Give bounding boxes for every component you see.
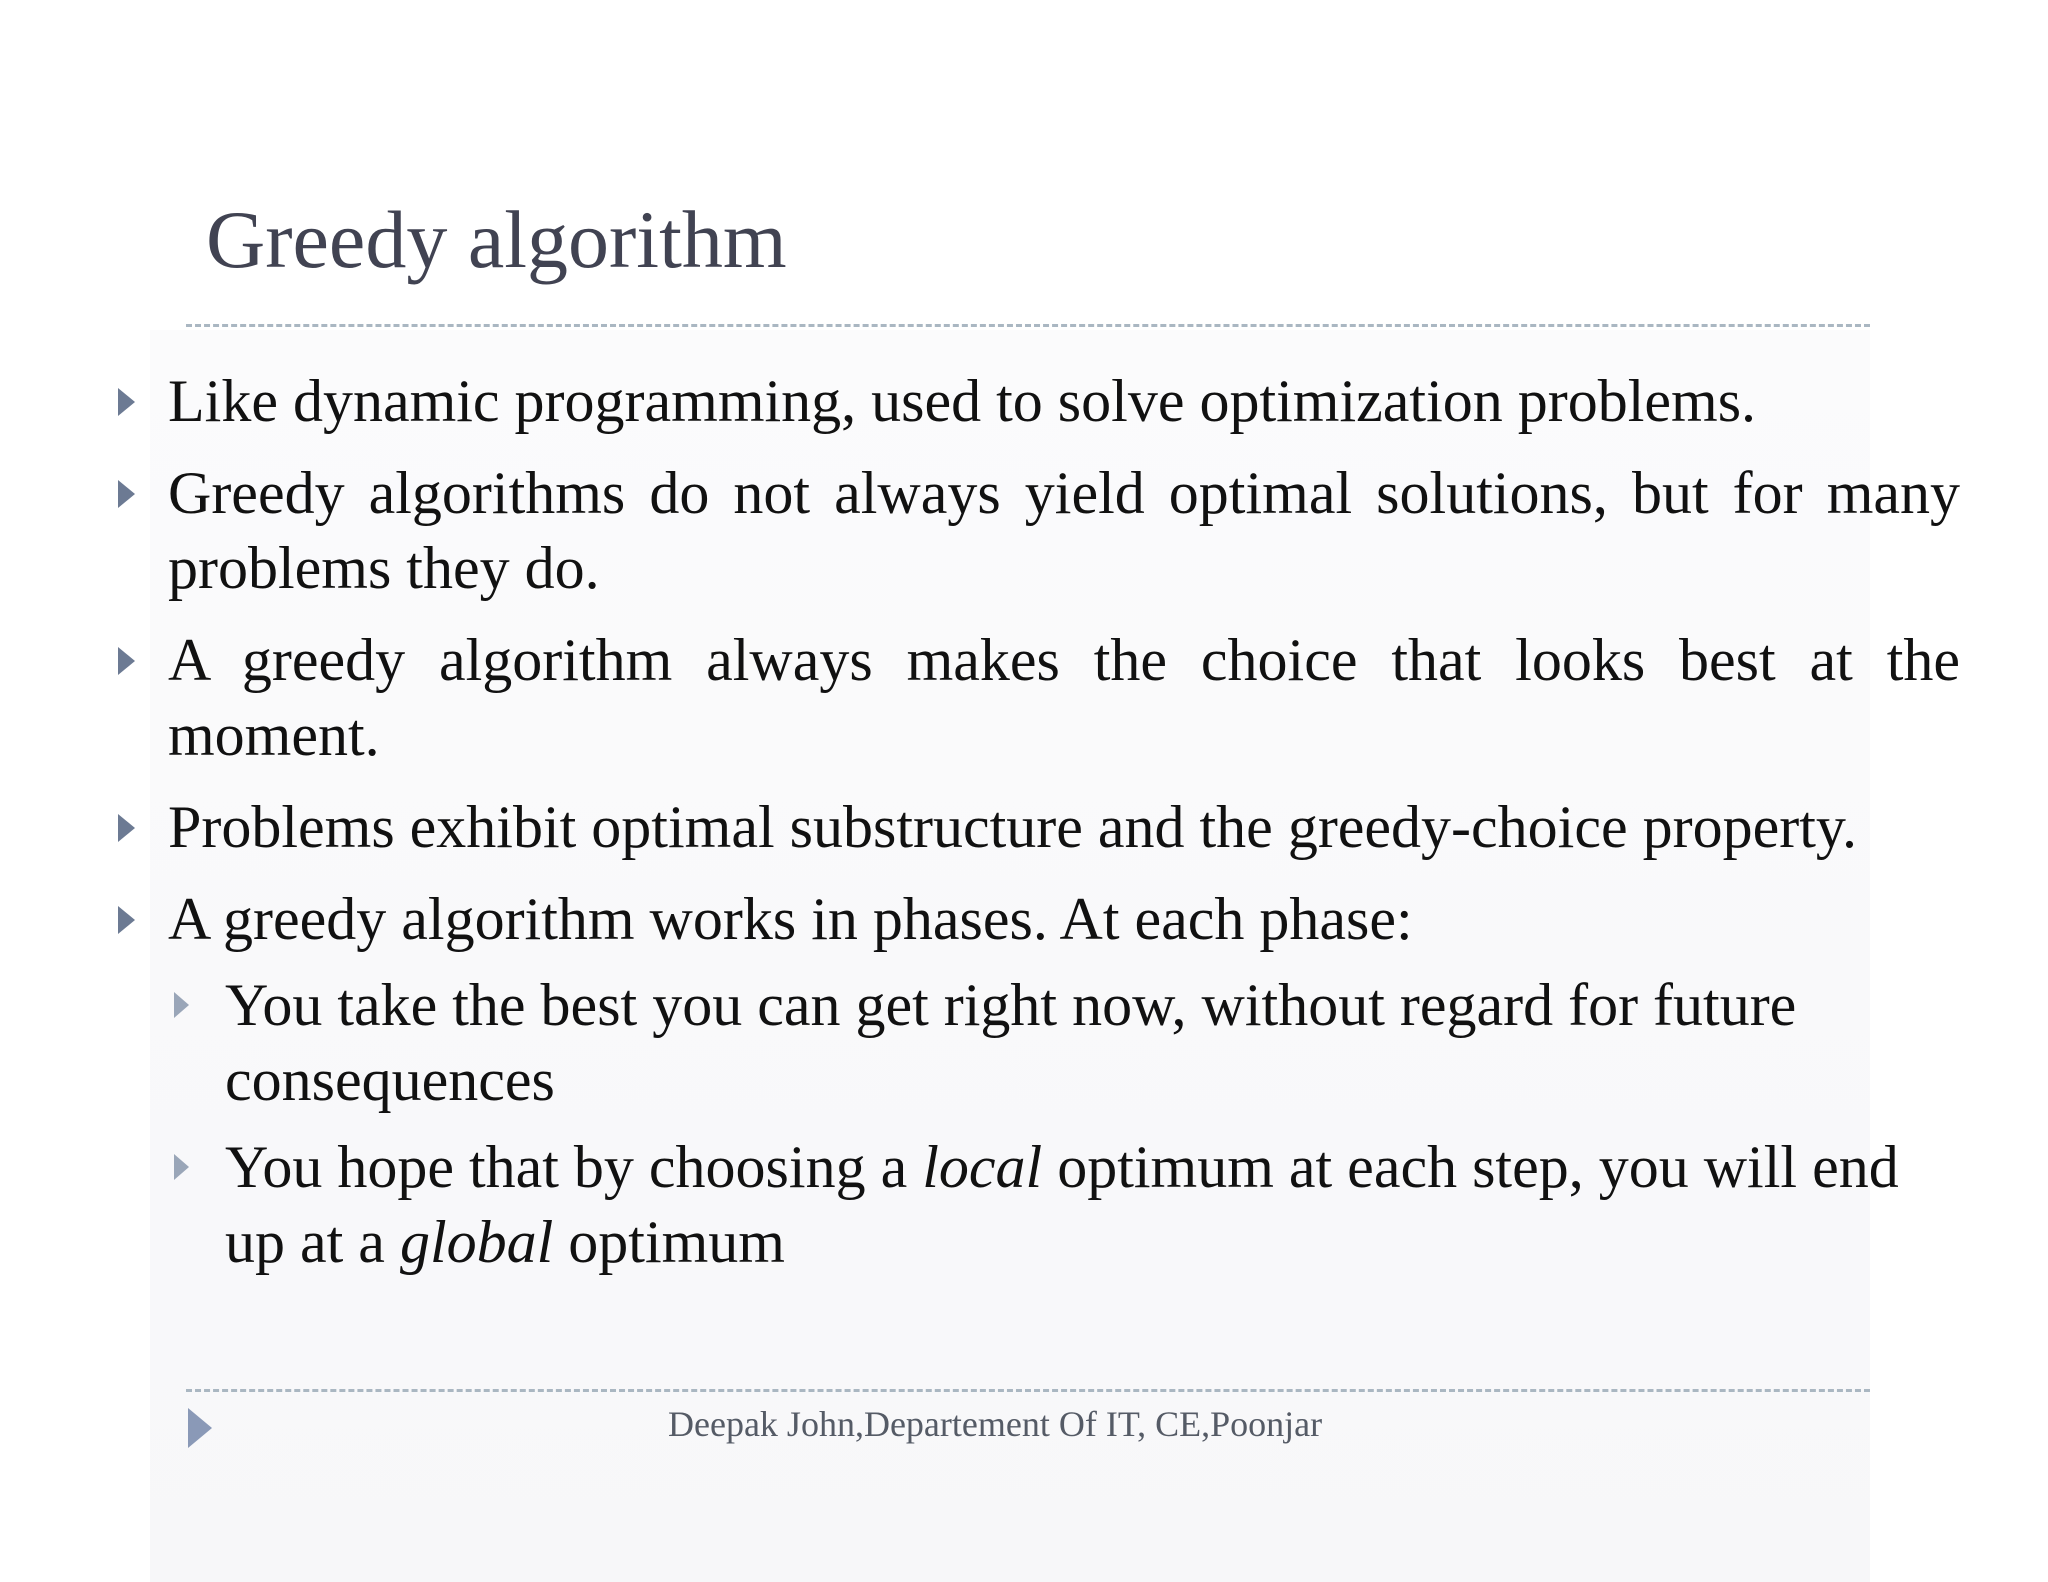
bullet-item xyxy=(114,623,1960,773)
bullet-text: Like dynamic programming, used to solve optimization problems. xyxy=(168,368,1757,434)
bullet-triangle-icon xyxy=(118,814,135,842)
bullet-text: Problems exhibit optimal substructure and the greedy-choice property. xyxy=(168,794,1857,860)
sub-bullet-list xyxy=(114,956,1972,1280)
bullet-text: A greedy algorithm always makes the choice that looks best at the moment. xyxy=(168,627,1960,768)
bullet-item xyxy=(114,456,1960,606)
bullet-triangle-icon xyxy=(118,906,135,934)
emphasis-local: local xyxy=(922,1134,1043,1200)
slide-title: Greedy algorithm xyxy=(206,194,787,285)
sub-bullet-triangle-icon xyxy=(174,1154,189,1180)
bullet-item xyxy=(114,882,1960,957)
bullet-text: Greedy algorithms do not always yield optimal solutions, but for many problems they do. xyxy=(168,460,1960,601)
text-run: You hope that by choosing a xyxy=(225,1134,923,1200)
sub-bullet-text: You take the best you can get right now, without regard for future consequences xyxy=(225,972,1797,1113)
bullet-triangle-icon xyxy=(118,647,135,675)
bullet-text: A greedy algorithm works in phases. At each phase: xyxy=(168,886,1413,952)
bullet-triangle-icon xyxy=(118,480,135,508)
title-divider xyxy=(186,324,1870,327)
bullet-list xyxy=(114,364,1960,974)
sub-bullet-triangle-icon xyxy=(174,992,189,1018)
sub-bullet-item xyxy=(115,1130,1972,1280)
bullet-item xyxy=(114,790,1960,865)
footer-arrow-icon xyxy=(188,1408,212,1448)
footer-divider xyxy=(186,1389,1870,1392)
emphasis-global: global xyxy=(399,1209,554,1275)
bullet-triangle-icon xyxy=(118,388,135,416)
sub-bullet-text xyxy=(172,1130,1972,1280)
sub-bullet-item xyxy=(115,968,1972,1118)
text-run: optimum xyxy=(553,1209,785,1275)
bullet-item xyxy=(114,364,1960,439)
footer-text: Deepak John,Departement Of IT, CE,Poonjar xyxy=(668,1404,1323,1444)
text-run: optimum at each step, you will end up at a xyxy=(225,1134,1899,1275)
